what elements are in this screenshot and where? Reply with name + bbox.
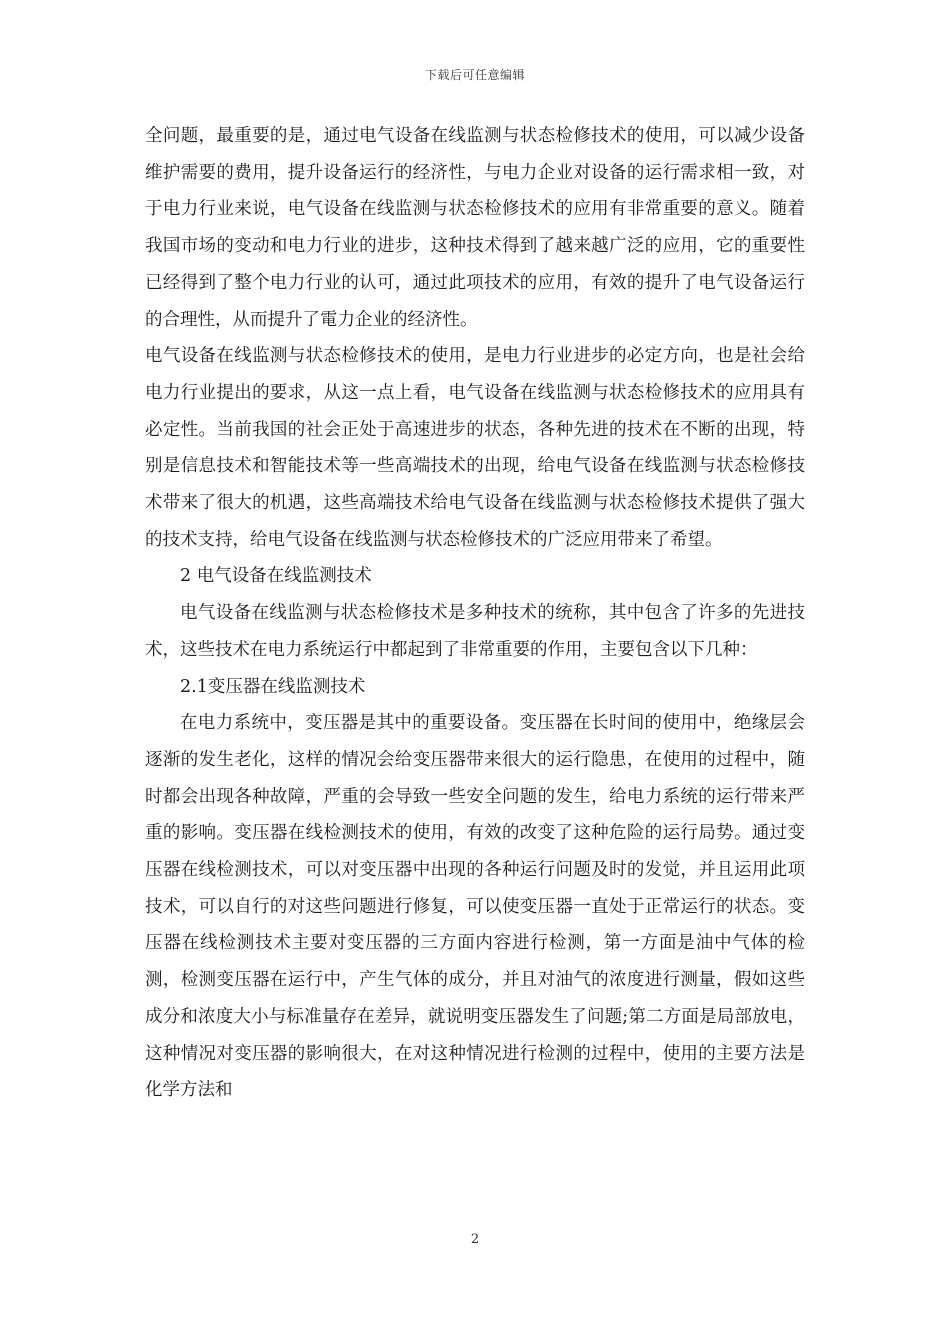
page-header: 下载后可任意编辑	[424, 68, 525, 82]
page-number: 2	[470, 1232, 480, 1247]
paragraph-continued: 全问题，最重要的是，通过电气设备在线监测与状态检修技术的使用，可以减少设备维护需要的费用，提升设备运行的经济性，与电力企业对设备的运行需求相一致，对于电力行业来说，电气设备在线监测与状态检修技术的应用有非常重要的意义。随着我国市场的变动和电力行业的进步，这种技术得到了越来越广泛的应用，它的重要性已经得到了整个电力行业的认可，通过此项技术的应用，有效的提升了电气设备运行的合理性，从而提升了電力企业的经济性。	[145, 126, 805, 330]
paragraph: 电气设备在线监测与状态检修技术是多种技术的统称，其中包含了许多的先进技术，这些技术在电力系统运行中都起到了非常重要的作用，主要包含以下几种：	[145, 603, 805, 660]
paragraph: 在电力系统中，变压器是其中的重要设备。变压器在长时间的使用中，绝缘层会逐渐的发生老化，这样的情况会给变压器带来很大的运行隐患，在使用的过程中，随时都会出现各种故障，严重的会导致一些安全问题的发生，给电力系统的运行带来严重的影响。变压器在线检测技术的使用，有效的改变了这种危险的运行局势。通过变压器在线检测技术，可以对变压器中出现的各种运行问题及时的发觉，并且运用此项技术，可以自行的对这些问题进行修复，可以使变压器一直处于正常运行的状态。变压器在线检测技术主要对变压器的三方面内容进行检测，第一方面是油中气体的检测，检测变压器在运行中，产生气体的成分，并且对油气的浓度进行测量，假如这些成分和浓度大小与标准量存在差异，就说明变压器发生了问题;第二方面是局部放电，这种情况对变压器的影响很大，在对这种情况进行检测的过程中，使用的主要方法是化学方法和	[145, 713, 805, 1101]
subsection-heading: 2.1变压器在线监测技术	[180, 676, 366, 697]
document-body	[145, 118, 805, 1109]
section-heading: 2 电气设备在线监测技术	[180, 566, 372, 587]
paragraph: 电气设备在线监测与状态检修技术的使用，是电力行业进步的必定方向，也是社会给电力行业提出的要求，从这一点上看，电气设备在线监测与状态检修技术的应用具有必定性。当前我国的社会正处于高速进步的状态，各种先进的技术在不断的出现，特别是信息技术和智能技术等一些高端技术的出现，给电气设备在线监测与状态检修技术带来了很大的机遇，这些高端技术给电气设备在线监测与状态检修技术提供了强大的技术支持，给电气设备在线监测与状态检修技术的广泛应用带来了希望。	[145, 346, 805, 550]
